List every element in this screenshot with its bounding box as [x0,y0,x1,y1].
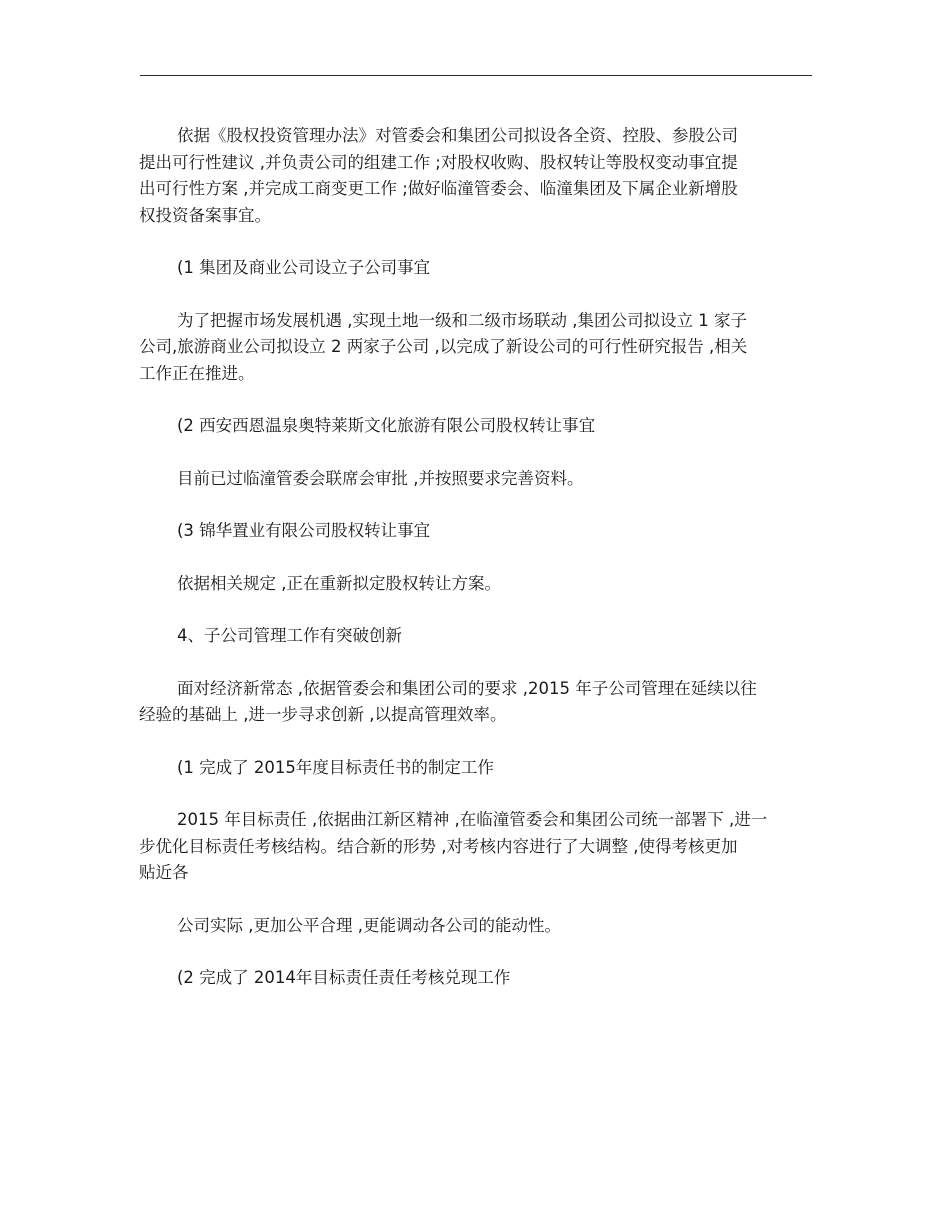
paragraph-equity-management [139,123,813,229]
text-line: 出可行性方案 ,并完成工商变更工作 ;做好临潼管委会、临潼集团及下属企业新增股 [139,179,738,198]
text-line: 面对经济新常态 ,依据管委会和集团公司的要求 ,2015 年子公司管理在延续以往 [177,678,757,698]
text-line: 2015 年目标责任 ,依据曲江新区精神 ,在临潼管委会和集团公司统一部署下 ,进一 [177,810,768,829]
text-line: (3 锦华置业有限公司股权转让事宜 [177,521,431,540]
subheading-2015-responsibility [139,755,813,782]
text-line: (1 完成了 2015年度目标责任书的制定工作 [177,757,494,777]
subheading-jinhua-transfer [139,518,813,545]
paragraph-new-normal [139,676,813,729]
text-line: 公司,旅游商业公司拟设立 2 两家子公司 ,以完成了新设公司的可行性研究报告 ,相关 [139,337,748,356]
header-rule [140,75,812,76]
text-line: 步优化目标责任考核结构。结合新的形势 ,对考核内容进行了大调整 ,使得考核更加 [139,836,738,856]
text-line: 贴近各 [139,863,189,882]
subheading-2014-assessment [139,965,813,992]
text-line: 依据相关规定 ,正在重新拟定股权转让方案。 [177,573,501,593]
text-line: 4、子公司管理工作有突破创新 [177,626,402,645]
text-line: (2 完成了 2014年目标责任责任考核兑现工作 [177,968,511,987]
subheading-new-subsidiaries [139,255,813,282]
paragraph-xian-outlets-transfer [139,466,813,493]
paragraph-jinhua-transfer [139,571,813,598]
document-body [139,123,813,992]
text-line: 经验的基础上 ,进一步寻求创新 ,以提高管理效率。 [139,705,507,724]
text-line: 工作正在推进。 [139,363,255,383]
text-line: 权投资备案事宜。 [139,205,271,225]
text-line: 为了把握市场发展机遇 ,实现土地一级和二级市场联动 ,集团公司拟设立 1 家子 [177,310,747,330]
text-line: 公司实际 ,更加公平合理 ,更能调动各公司的能动性。 [177,915,561,935]
subheading-xian-outlets-transfer [139,413,813,440]
text-line: 目前已过临潼管委会联席会审批 ,并按照要求完善资料。 [177,468,584,488]
paragraph-new-subsidiaries [139,308,813,388]
section-heading-subsidiary-management [139,623,813,650]
paragraph-2015-responsibility [139,807,813,887]
paragraph-company-reality [139,913,813,940]
text-line: (1 集团及商业公司设立子公司事宜 [177,258,431,277]
text-line: (2 西安西恩温泉奥特莱斯文化旅游有限公司股权转让事宜 [177,416,596,435]
text-line: 提出可行性建议 ,并负责公司的组建工作 ;对股权收购、股权转让等股权变动事宜提 [139,152,738,172]
text-line: 依据《股权投资管理办法》对管委会和集团公司拟设各全资、控股、参股公司 [177,126,738,145]
